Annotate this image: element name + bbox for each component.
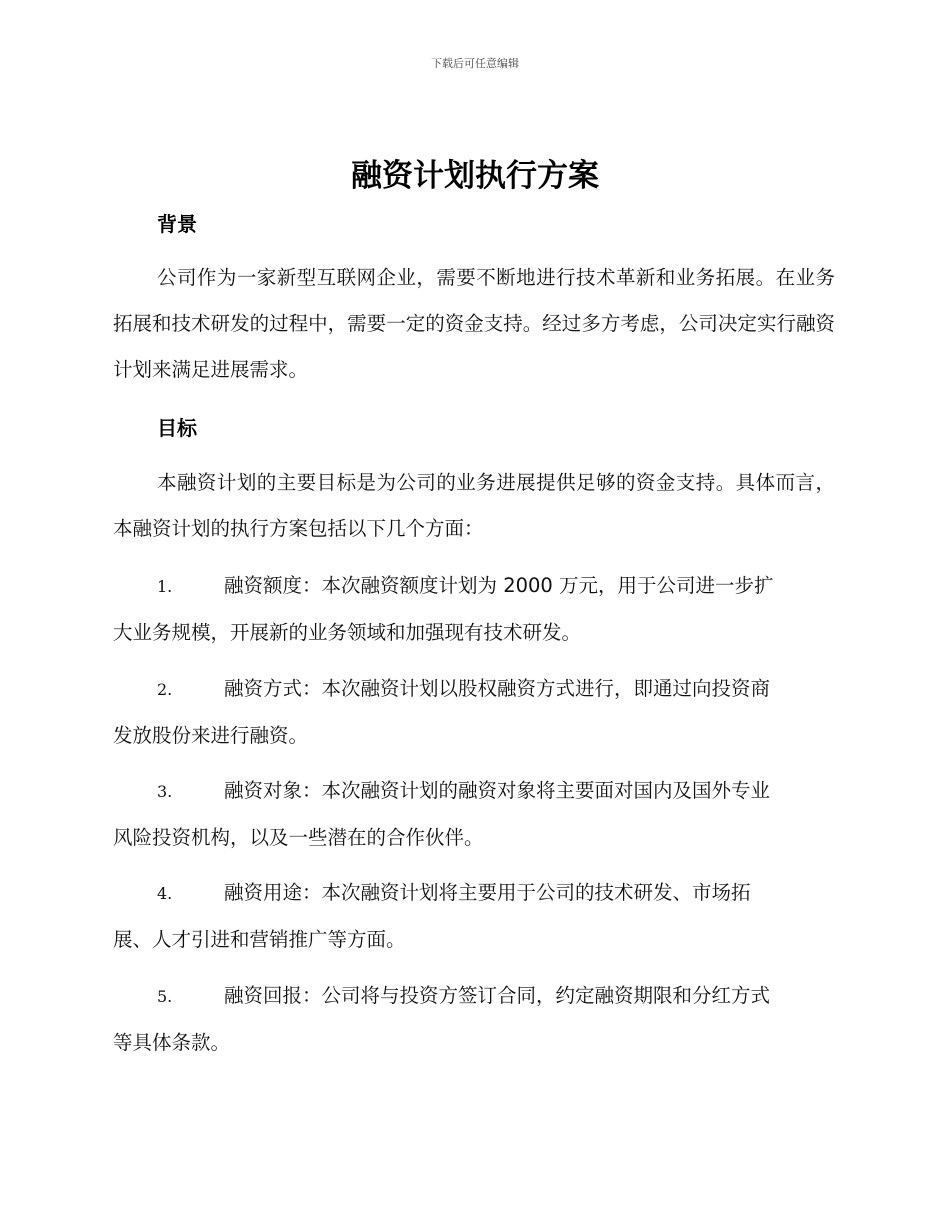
list-item-continuation: 展、人才引进和营销推广等方面。 (113, 928, 406, 951)
header-note: 下载后可任意编辑 (431, 57, 519, 70)
list-item-1 (113, 563, 835, 656)
list-item-4 (113, 870, 835, 963)
list-item-first-line (113, 870, 835, 917)
list-item-continuation: 发放股份来进行融资。 (113, 724, 309, 747)
list-item-number: 3. (157, 782, 173, 801)
list-item-first-line (113, 666, 835, 713)
list-item-text: 融资额度：本次融资额度计划为 2000 万元，用于公司进一步扩 (224, 574, 774, 597)
list-item-continuation: 等具体条款。 (113, 1031, 231, 1054)
list-item-text: 融资回报：公司将与投资方签订合同，约定融资期限和分红方式 (224, 984, 771, 1007)
list-item-text: 融资对象：本次融资计划的融资对象将主要面对国内及国外专业 (224, 779, 771, 802)
goal-paragraph: 本融资计划的主要目标是为公司的业务进展提供足够的资金支持。具体而言，本融资计划的执行方案包括以下几个方面： (113, 471, 835, 540)
list-item-text: 融资方式：本次融资计划以股权融资方式进行，即通过向投资商 (224, 677, 771, 700)
list-item-2 (113, 666, 835, 759)
background-paragraph: 公司作为一家新型互联网企业，需要不断地进行技术革新和业务拓展。在业务拓展和技术研发的过程中，需要一定的资金支持。经过多方考虑，公司决定实行融资计划来满足进展需求。 (113, 266, 835, 381)
section-heading-background: 背景 (157, 212, 197, 236)
list-item-first-line (113, 973, 835, 1020)
section-heading-goal: 目标 (157, 416, 197, 440)
list-item-number: 1. (157, 577, 173, 596)
list-item-number: 5. (157, 987, 173, 1006)
list-item-first-line (113, 768, 835, 815)
list-item-continuation: 大业务规模，开展新的业务领域和加强现有技术研发。 (113, 621, 582, 644)
document-title: 融资计划执行方案 (351, 158, 599, 194)
list-item-text: 融资用途：本次融资计划将主要用于公司的技术研发、市场拓 (224, 881, 751, 904)
list-item-number: 2. (157, 680, 173, 699)
list-item-3 (113, 768, 835, 861)
list-item-continuation: 风险投资机构，以及一些潜在的合作伙伴。 (113, 826, 484, 849)
list-item-first-line (113, 563, 835, 610)
list-item-5 (113, 973, 835, 1066)
list-item-number: 4. (157, 884, 173, 903)
